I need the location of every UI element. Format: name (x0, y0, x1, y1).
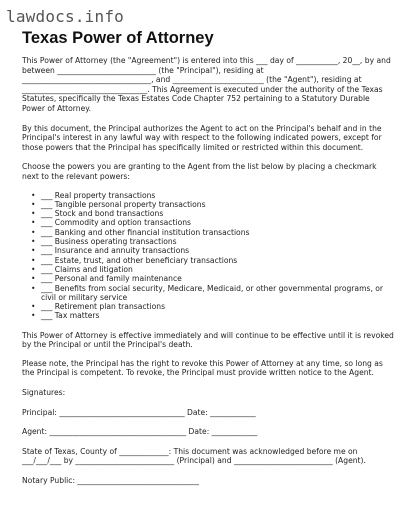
list-item (31, 237, 394, 246)
effective-paragraph: This Power of Attorney is effective immediately and will continue to be effective until it is revoked by the Principal or until the Principal's death. (22, 330, 394, 350)
power-item-label: ___ Claims and litigation (41, 264, 133, 274)
principal-signature-line: Principal: _________________________________ Date: ____________ (22, 407, 256, 417)
power-item-label: ___ Tax matters (41, 311, 100, 321)
bullet-icon: • (31, 218, 36, 228)
bullet-icon: • (31, 274, 36, 284)
bullet-icon: • (31, 302, 36, 312)
power-item-label: ___ Retirement plan transactions (41, 302, 166, 312)
power-item-label: ___ Tangible personal property transactions (41, 199, 206, 209)
power-item-label: ___ Estate, trust, and other beneficiary transactions (41, 255, 238, 265)
agent-signature-line: Agent: ____________________________________ Date: ____________ (22, 427, 258, 437)
power-item-label: ___ Real property transactions (41, 190, 156, 200)
acknowledgment-paragraph: State of Texas, County of _____________: This document was acknowledged before me on ___/___/___ by __________________________ (Principal) and __________________________ (Agent). (22, 446, 366, 466)
revoke-paragraph: Please note, the Principal has the right to revoke this Power of Attorney at any time, so long as the Principal is competent. To revoke, the Principal must provide written notice to the Agent. (22, 358, 383, 378)
power-item-label: ___ Insurance and annuity transactions (41, 246, 190, 256)
power-item-label: ___ Benefits from social security, Medicare, Medicaid, or other governmental programs, or civil or military service (41, 283, 384, 302)
power-item-label: ___ Stock and bond transactions (41, 209, 164, 219)
bullet-icon: • (31, 199, 36, 209)
list-item (31, 191, 394, 200)
bullet-icon: • (31, 311, 36, 321)
bullet-icon: • (31, 246, 36, 256)
list-item (31, 284, 394, 303)
notary-signature-line: Notary Public: ________________________________ (22, 476, 199, 486)
list-item (31, 200, 394, 209)
signatures-heading: Signatures: (22, 388, 66, 398)
powers-paragraph: By this document, the Principal authorizes the Agent to act on the Principal's behalf and in the Principal's interest in any lawful way with respect to the following indicated powers, except for those powers that the Principal has specifically limited or restricted within this document. (22, 123, 382, 152)
list-item (31, 228, 394, 237)
bullet-icon: • (31, 227, 36, 237)
bullet-icon: • (31, 283, 36, 293)
power-item-label: ___ Personal and family maintenance (41, 274, 182, 284)
list-item (31, 209, 394, 218)
bullet-icon: • (31, 264, 36, 274)
list-item (31, 302, 394, 311)
site-brand: lawdocs.info (6, 7, 124, 26)
intro-paragraph: This Power of Attorney (the "Agreement") is entered into this ___ day of ___________, 20__, by and between __________________________ (the "Principal"), residing at __________________________________, and ________________________ (the "Agent"), residing at _________________________________. This Agreement is executed under the authority of the Texas Statutes, specifically the Texas Estates Code Chapter 752 pertaining to a Statutory Durable Power of Attorney. (22, 56, 391, 113)
powers-list (22, 191, 394, 321)
list-item (31, 218, 394, 227)
list-item (31, 311, 394, 320)
power-item-label: ___ Banking and other financial institution transactions (41, 227, 250, 237)
bullet-icon: • (31, 209, 36, 219)
bullet-icon: • (31, 190, 36, 200)
power-item-label: ___ Business operating transactions (41, 237, 177, 247)
power-item-label: ___ Commodity and option transactions (41, 218, 191, 228)
list-item (31, 274, 394, 283)
bullet-icon: • (31, 255, 36, 265)
list-item (31, 265, 394, 274)
document-title: Texas Power of Attorney (22, 29, 214, 47)
bullet-icon: • (31, 237, 36, 247)
list-item (31, 246, 394, 255)
list-item (31, 256, 394, 265)
choose-paragraph: Choose the powers you are granting to the Agent from the list below by placing a checkmark next to the relevant powers: (22, 162, 377, 181)
document-body (22, 56, 394, 486)
